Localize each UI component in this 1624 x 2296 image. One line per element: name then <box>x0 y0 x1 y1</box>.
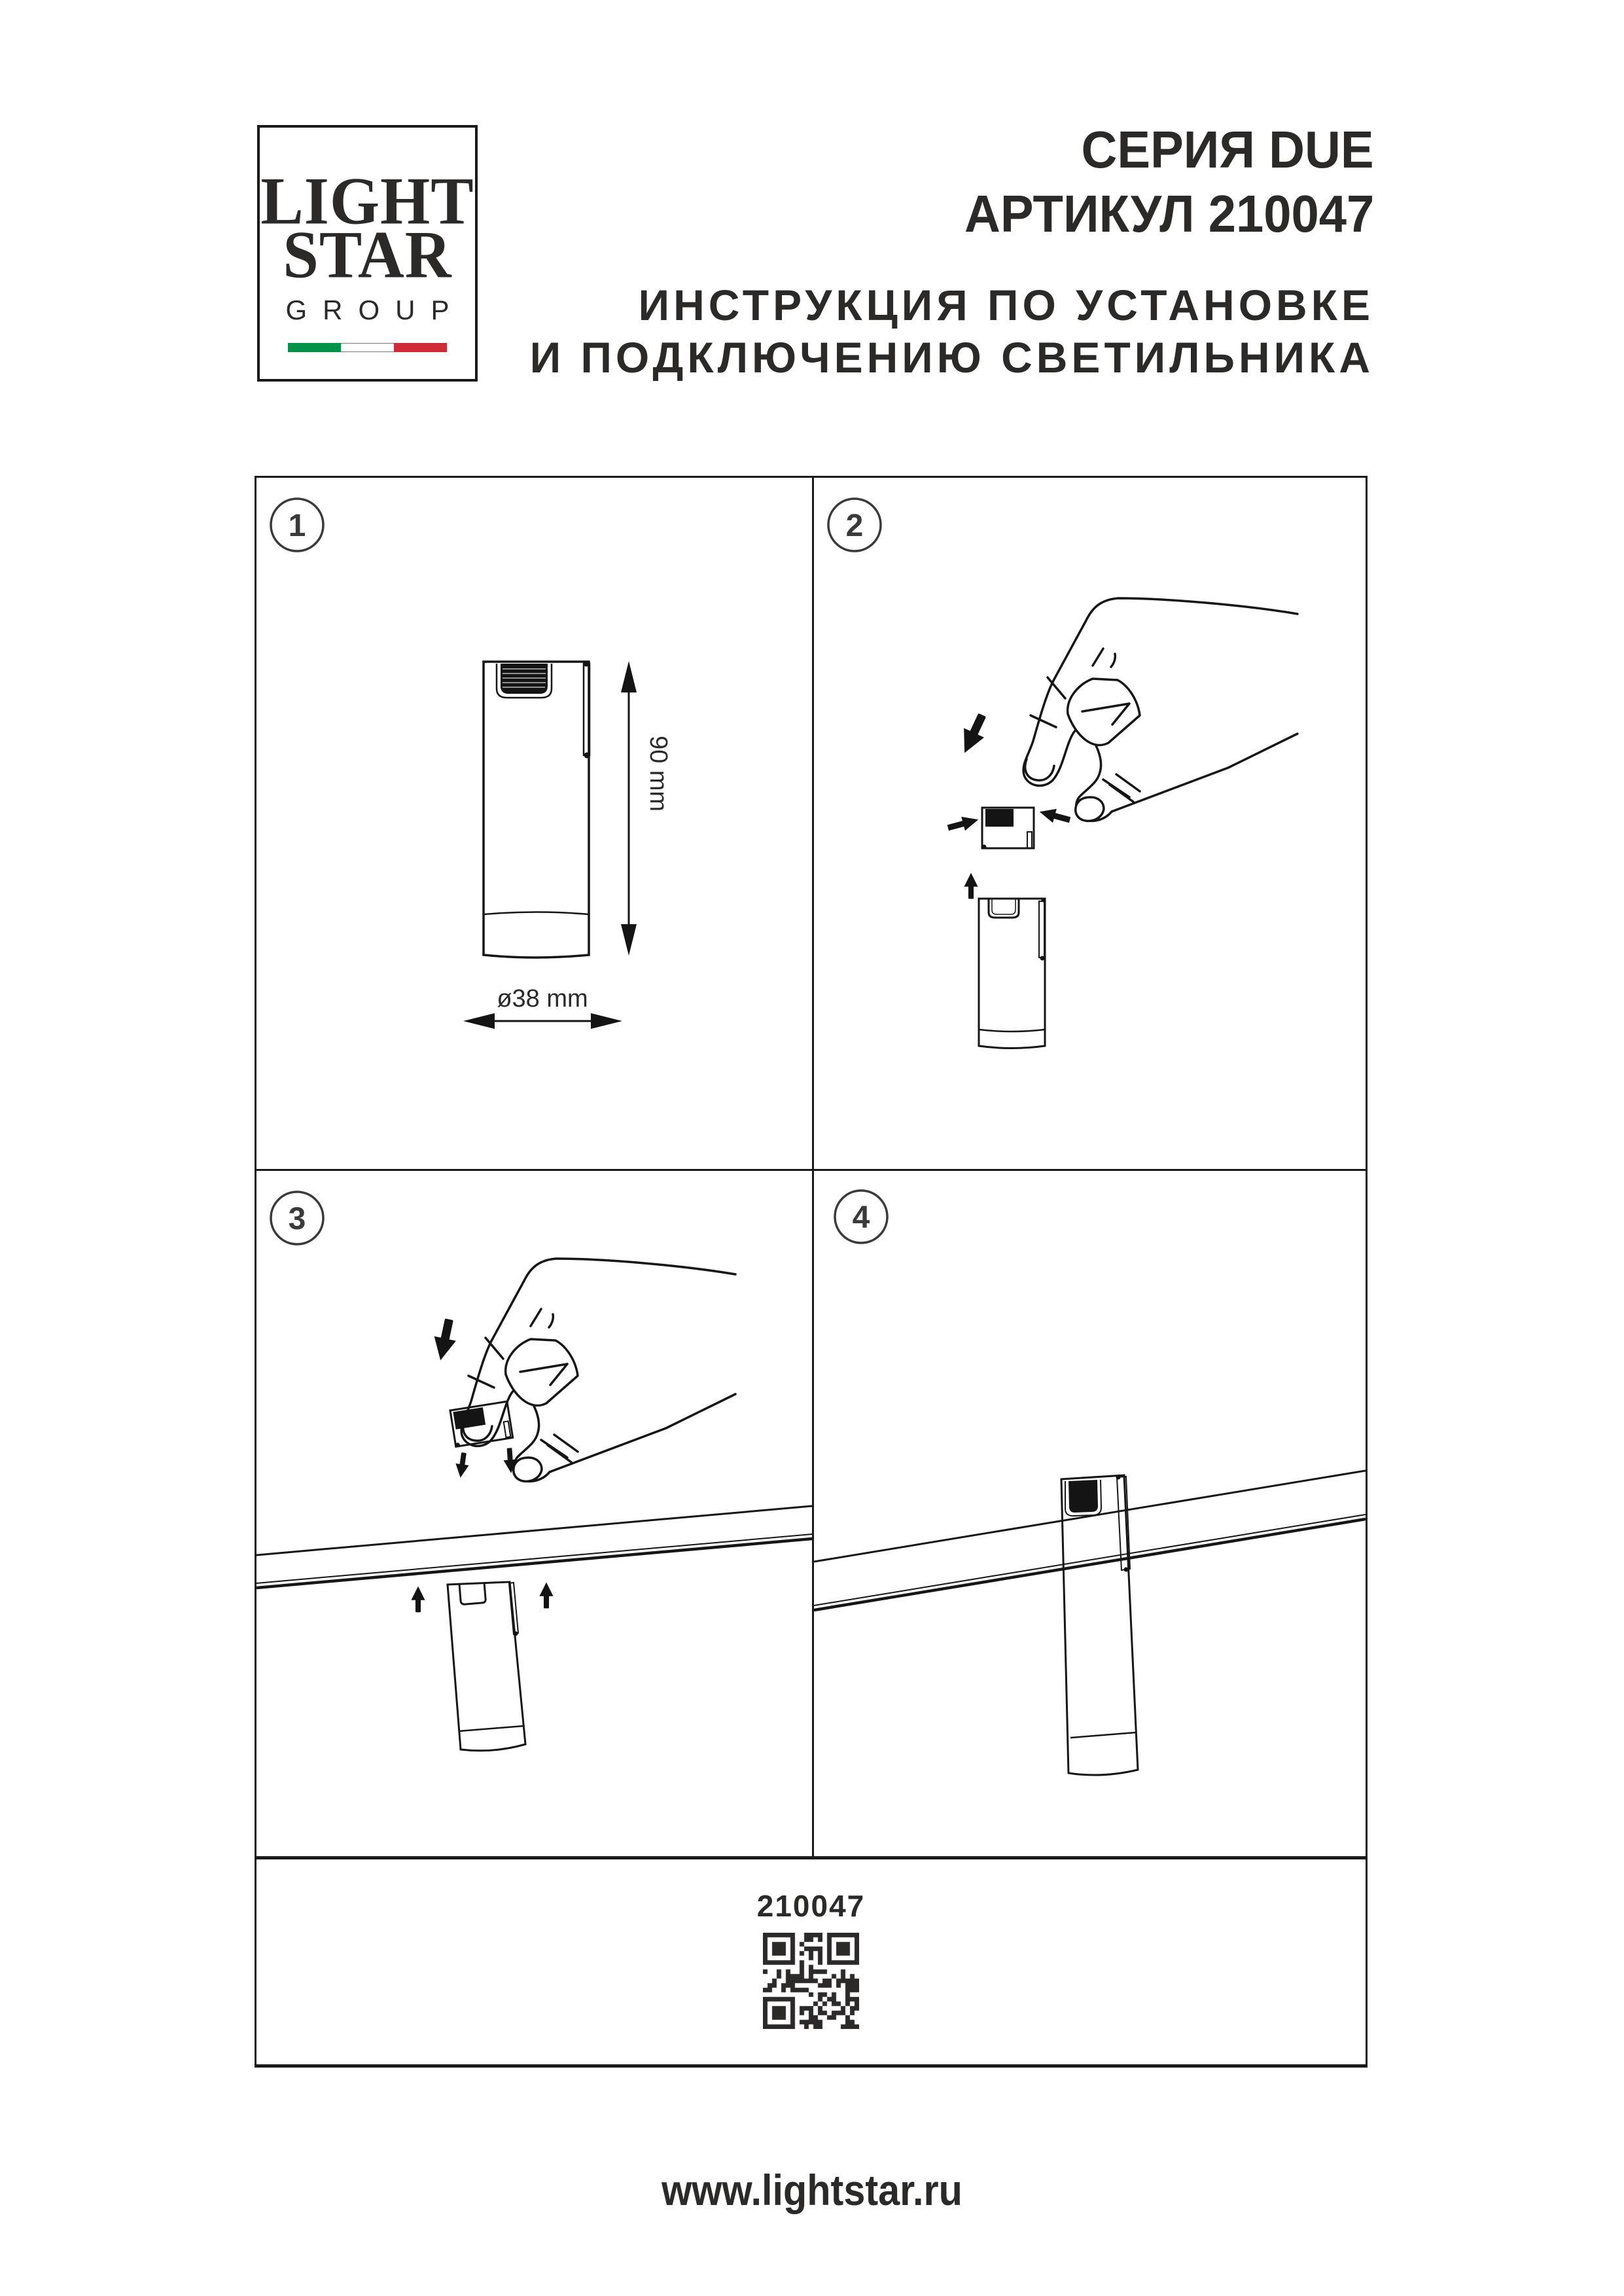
instruction-line-2: И ПОДКЛЮЧЕНИЮ СВЕТИЛЬНИКА <box>529 333 1374 382</box>
track-connector-black <box>1068 1480 1098 1513</box>
fixture-body <box>979 898 1046 1049</box>
step-1-panel <box>256 478 812 1169</box>
logo-word-star: STAR <box>283 218 452 293</box>
step-4-panel <box>814 1171 1366 1856</box>
press-down-arrow-icon <box>430 1317 461 1363</box>
flag-white-stripe <box>341 343 394 352</box>
height-dimension-label: 90 mm <box>644 735 672 812</box>
step-2-number: 2 <box>845 509 864 543</box>
push-up-arrow-icon <box>539 1583 553 1609</box>
article-band <box>256 1859 1366 2066</box>
step-3-number: 3 <box>288 1202 306 1236</box>
push-up-arrow-icon <box>411 1587 425 1613</box>
step-3-drawing <box>256 1171 812 1856</box>
series-title: СЕРИЯ DUE <box>1081 120 1374 179</box>
logo-word-light: LIGHT <box>260 164 474 239</box>
step-1-number: 1 <box>288 509 306 543</box>
step-2-panel <box>814 478 1366 1169</box>
push-right-arrow-icon <box>946 813 980 835</box>
step-2-drawing <box>814 478 1366 1169</box>
website-url: www.lightstar.ru <box>662 2166 962 2214</box>
insert-down-arrow-icon <box>454 1452 471 1479</box>
instruction-grid <box>255 476 1368 2068</box>
flag-red-stripe <box>394 343 447 352</box>
pinching-hand-icon <box>461 1259 735 1481</box>
height-dimension <box>621 661 672 956</box>
step-3-panel <box>256 1171 812 1856</box>
track-rail <box>256 1506 812 1588</box>
article-code: 210047 <box>756 1889 866 1923</box>
qr-code <box>763 1933 859 2029</box>
diameter-dimension <box>463 985 622 1029</box>
italian-flag-icon <box>288 343 448 352</box>
article-title: АРТИКУЛ 210047 <box>964 185 1374 243</box>
lightstar-logo <box>257 125 478 382</box>
step-4-number: 4 <box>852 1200 870 1235</box>
instruction-line-1: ИНСТРУКЦИЯ ПО УСТАНОВКЕ <box>638 281 1374 329</box>
pinching-hand-icon <box>1023 598 1297 821</box>
step-1-drawing <box>256 478 812 1169</box>
track-connector-black <box>501 664 548 694</box>
press-down-arrow-icon <box>955 710 993 757</box>
logo-word-group: GROUP <box>285 294 465 325</box>
push-up-arrow-icon <box>964 873 978 899</box>
step-4-drawing <box>814 1171 1366 1856</box>
fixture-front-view <box>484 661 590 958</box>
diameter-dimension-label: ø38 mm <box>497 985 588 1013</box>
push-left-arrow-icon <box>1038 805 1072 827</box>
fixture-body <box>448 1582 525 1751</box>
adapter <box>982 808 1034 850</box>
flag-green-stripe <box>288 343 341 352</box>
